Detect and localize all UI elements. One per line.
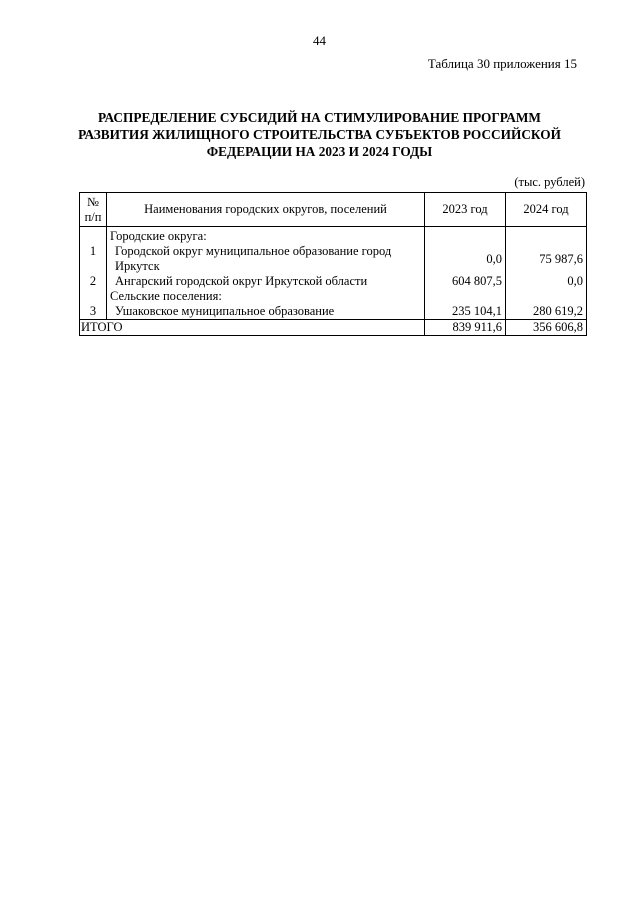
group-rural-2023 bbox=[425, 289, 506, 304]
table-row bbox=[80, 244, 587, 274]
row1-2024: 75 987,6 bbox=[506, 244, 587, 274]
row1-name bbox=[107, 244, 425, 274]
title-line-3: ФЕДЕРАЦИИ НА 2023 И 2024 ГОДЫ bbox=[206, 144, 433, 159]
total-label: ИТОГО bbox=[81, 320, 123, 334]
title-line-1: РАСПРЕДЕЛЕНИЕ СУБСИДИЙ НА СТИМУЛИРОВАНИЕ ПРОГРАММ bbox=[98, 110, 541, 125]
table-header-row bbox=[80, 193, 587, 227]
group-urban-label: Городские округа: bbox=[107, 227, 425, 245]
group-urban-num bbox=[80, 227, 107, 245]
unit-label: (тыс. рублей) bbox=[514, 175, 585, 189]
subsidies-table bbox=[79, 192, 587, 336]
header-number bbox=[80, 193, 107, 227]
row1-name-line1: Городской округ муниципальное образование город bbox=[115, 244, 392, 258]
row2-2024: 0,0 bbox=[506, 274, 587, 289]
header-name: Наименования городских округов, поселений bbox=[107, 193, 425, 227]
header-number-line1: № bbox=[87, 194, 99, 209]
group-urban-2023 bbox=[425, 227, 506, 245]
total-row bbox=[80, 320, 587, 336]
total-2024: 356 606,8 bbox=[506, 320, 587, 336]
group-row-urban bbox=[80, 227, 587, 245]
row3-name: Ушаковское муниципальное образование bbox=[107, 304, 425, 320]
row2-2023: 604 807,5 bbox=[425, 274, 506, 289]
table-row bbox=[80, 304, 587, 320]
title-line-2: РАЗВИТИЯ ЖИЛИЩНОГО СТРОИТЕЛЬСТВА СУБЪЕКТОВ РОССИЙСКОЙ bbox=[78, 127, 561, 142]
row2-num: 2 bbox=[80, 274, 107, 289]
total-spacer bbox=[107, 320, 425, 336]
row1-num: 1 bbox=[80, 244, 107, 274]
row3-2023: 235 104,1 bbox=[425, 304, 506, 320]
document-title bbox=[60, 109, 579, 160]
table-reference: Таблица 30 приложения 15 bbox=[427, 56, 577, 71]
row1-2023: 0,0 bbox=[425, 244, 506, 274]
header-2023: 2023 год bbox=[425, 193, 506, 227]
page-number: 44 bbox=[313, 33, 326, 48]
row2-name: Ангарский городской округ Иркутской области bbox=[107, 274, 425, 289]
group-rural-2024 bbox=[506, 289, 587, 304]
row3-num: 3 bbox=[80, 304, 107, 320]
group-urban-2024 bbox=[506, 227, 587, 245]
row1-name-line2: Иркутск bbox=[115, 259, 160, 273]
group-row-rural bbox=[80, 289, 587, 304]
group-rural-label: Сельские поселения: bbox=[107, 289, 425, 304]
group-rural-num bbox=[80, 289, 107, 304]
header-2024: 2024 год bbox=[506, 193, 587, 227]
row3-2024: 280 619,2 bbox=[506, 304, 587, 320]
table-row bbox=[80, 274, 587, 289]
total-2023: 839 911,6 bbox=[425, 320, 506, 336]
header-number-line2: п/п bbox=[84, 209, 102, 224]
